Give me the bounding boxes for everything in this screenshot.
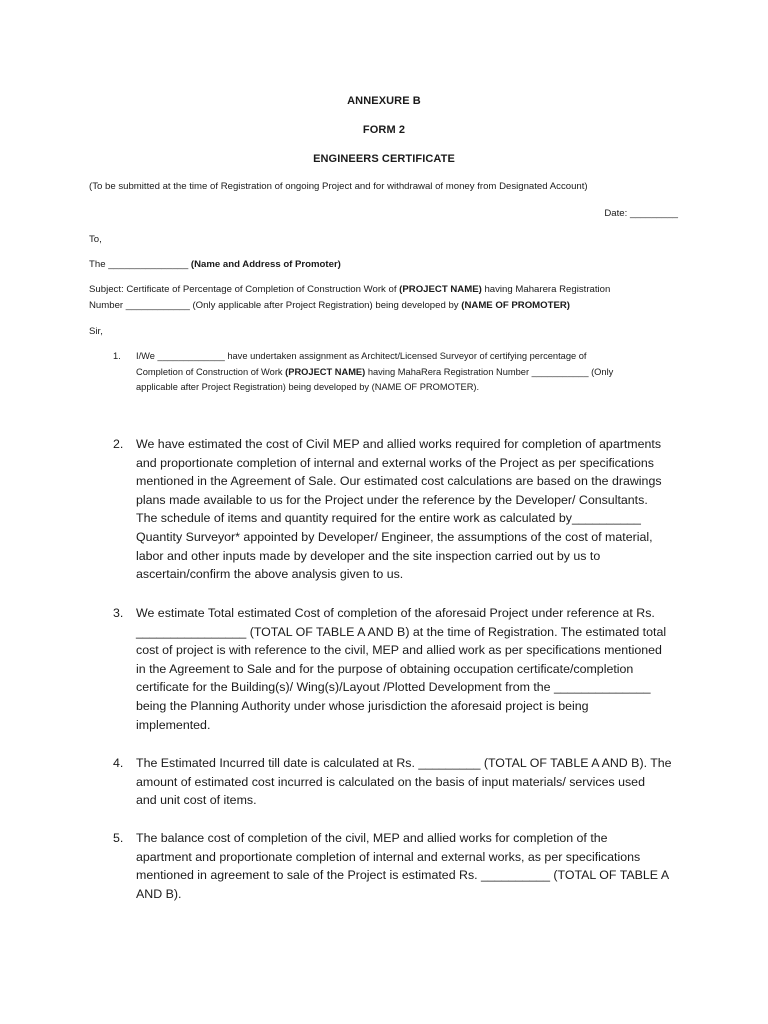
to-label: To, (89, 234, 102, 245)
item3-line: ________________ (TOTAL OF TABLE A AND B) at the time of Registration. The estimated total (136, 624, 667, 639)
item2-line: The schedule of items and quantity required for the entire work as calculated by__________ (136, 511, 641, 526)
item-number: 1. (113, 351, 121, 361)
item2-line: ascertain/confirm the above analysis given to us. (136, 567, 404, 582)
item-number: 5. (113, 831, 124, 845)
item-number: 2. (113, 437, 124, 451)
item5-line: The balance cost of completion of the civil, MEP and allied works for completion of the (136, 831, 608, 845)
form-heading: FORM 2 (362, 124, 406, 136)
list-item-4 (113, 754, 683, 810)
item5-line: mentioned in agreement to sale of the Project is estimated Rs. __________ (TOTAL OF TABLE A (136, 868, 670, 883)
item2-line: and proportionate completion of internal and external works of the Project as per specifications (136, 455, 654, 470)
promoter-name-placeholder: (NAME OF PROMOTER) (461, 300, 570, 311)
item3-line: cost of project is with reference to the civil, MEP and allied work as per specifications mentioned (136, 643, 662, 658)
item3-line: We estimate Total estimated Cost of completion of the aforesaid Project under reference at Rs. (136, 606, 655, 620)
item1-line-3: applicable after Project Registration) being developed by (NAME OF PROMOTER). (136, 382, 480, 392)
date-field: Date: _________ (604, 208, 678, 219)
list-item-3 (113, 604, 683, 734)
list-item-2 (113, 435, 683, 584)
subject-text-2: Number ____________ (Only applicable after Project Registration) being developed by (89, 300, 462, 311)
project-name-placeholder: (PROJECT NAME) (399, 284, 482, 295)
item3-line: being the Planning Authority under whose jurisdiction the aforesaid project is being (136, 698, 589, 713)
list-item-1 (113, 349, 673, 397)
salutation: Sir, (89, 326, 103, 337)
item1-text-cont: having MahaRera Registration Number ___________ (Only (365, 366, 614, 377)
item1-line-2 (136, 365, 613, 381)
item2-line: We have estimated the cost of Civil MEP and allied works required for completion of apartments (136, 437, 662, 451)
item4-line: amount of estimated cost incurred is calculated on the basis of input materials/ services used (136, 774, 645, 789)
item3-line: in the Agreement to Sale and for the purpose of obtaining occupation certificate/completion (136, 661, 634, 676)
submission-note: (To be submitted at the time of Registration of ongoing Project and for withdrawal of money from Designated Account) (89, 181, 588, 192)
annexure-heading: ANNEXURE B (347, 95, 421, 107)
list-item-5 (113, 829, 683, 903)
subject-text: Subject: Certificate of Percentage of Completion of Construction Work of (89, 284, 400, 295)
item2-line: mentioned in the Agreement of Sale. Our estimated cost calculations are based on the drawings (136, 474, 662, 489)
item-number: 3. (113, 606, 124, 620)
item2-line: labor and other inputs made by developer and the site inspection carried out by us to (136, 548, 601, 563)
item3-line: certificate for the Building(s)/ Wing(s)/Layout /Plotted Development from the ______________ (136, 680, 651, 695)
item4-line: The Estimated Incurred till date is calculated at Rs. _________ (TOTAL OF TABLE A AND B). The (136, 756, 672, 770)
item2-line: plans made available to us for the Project under the reference by the Developer/ Consultants. (136, 492, 648, 507)
item1-project-name: (PROJECT NAME) (285, 366, 366, 377)
item2-line: Quantity Surveyor* appointed by Developer/ Engineer, the assumptions of the cost of material, (136, 529, 653, 544)
subject-text-cont: having Maharera Registration (481, 284, 611, 295)
item-number: 4. (113, 756, 124, 770)
item3-line: implemented. (136, 717, 211, 732)
promoter-placeholder: (Name and Address of Promoter) (190, 259, 341, 270)
page-title: ENGINEERS CERTIFICATE (313, 153, 455, 165)
subject-line-1 (89, 282, 610, 298)
item4-line: and unit cost of items. (136, 793, 257, 808)
item1-text: Completion of Construction of Work (136, 366, 286, 377)
item1-line-1: I/We _____________ have undertaken assignment as Architect/Licensed Surveyor of certifying percentage of (136, 351, 587, 361)
promoter-prefix: The _______________ (89, 259, 191, 270)
subject-line-2 (89, 298, 570, 314)
item5-line: AND B). (136, 886, 182, 901)
item5-line: apartment and proportionate completion of internal and external works, as per specifications (136, 849, 641, 864)
promoter-line (89, 257, 341, 273)
